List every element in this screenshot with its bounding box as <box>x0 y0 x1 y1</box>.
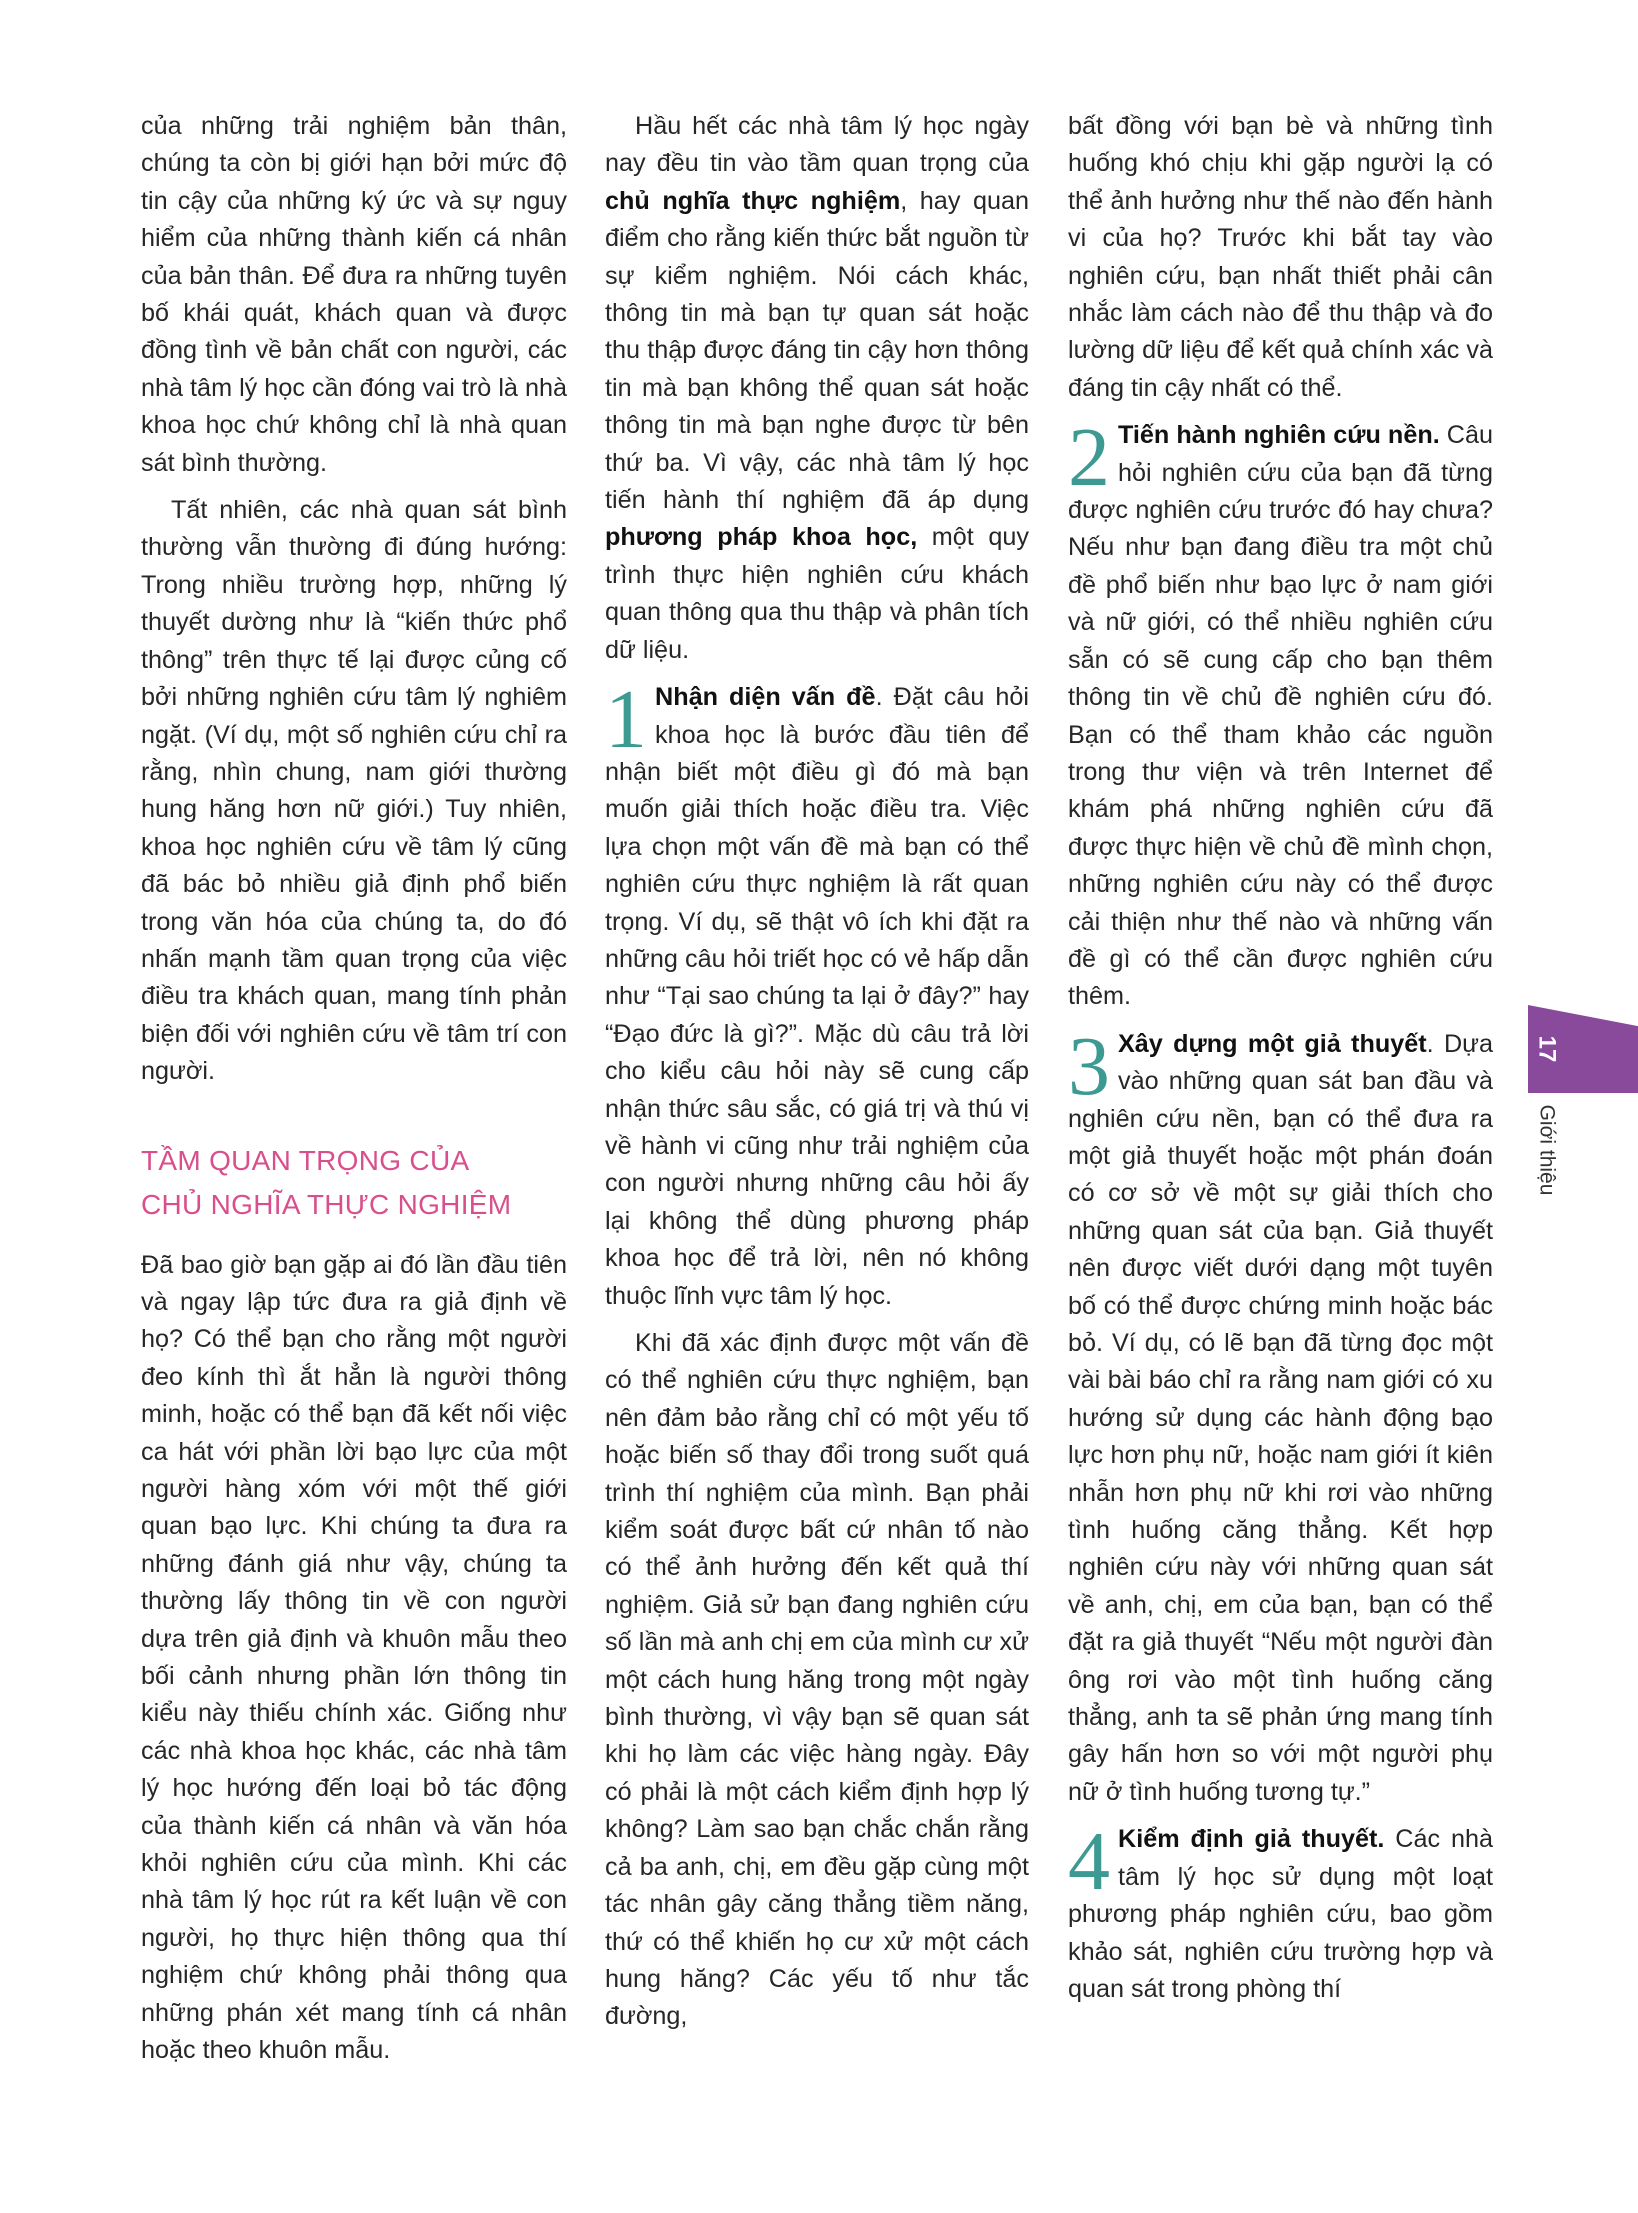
section-label <box>1528 1098 1564 1248</box>
paragraph: của những trải nghiệm bản thân, chúng ta còn bị giới hạn bởi mức độ tin cậy của những ký ức và sự nguy hiểm của những thành kiến cá nhân của bản thân. Để đưa ra những tuyên bố khái quát, khách quan và được đồng tình về bản chất con người, các nhà tâm lý học cần đóng vai trò là nhà khoa học chứ không chỉ là nhà quan sát bình thường. <box>141 112 567 477</box>
bold-term: phương pháp khoa học, <box>605 523 918 552</box>
text-run: , hay quan điểm cho rằng kiến thức bắt nguồn từ sự kiểm nghiệm. Nói cách khác, thông tin mà bạn tự quan sát hoặc thu thập được đáng tin cậy hơn thông tin mà bạn không thể quan sát hoặc thông tin mà bạn nghe được từ bên thứ ba. Vì vậy, các nhà tâm lý học tiến hành thí nghiệm đã áp dụng <box>605 186 1030 515</box>
step-3 <box>1068 1019 1494 1812</box>
step-text: Các nhà tâm lý học sử dụng một loạt phương pháp nghiên cứu, bao gồm khảo sát, nghiên cứu trường hợp và quan sát trong phòng thí <box>1068 1825 1493 2003</box>
text-run: một quy trình thực hiện nghiên cứu khách quan thông qua thu thập và phân tích dữ liệu. <box>605 523 1029 664</box>
paragraph: Đã bao giờ bạn gặp ai đó lần đầu tiên và ngay lập tức đưa ra giả định về họ? Có thể bạn cho rằng một người đeo kính thì ắt hẳn là người thông minh, hoặc có thể bạn đã kết nối việc ca hát với phần lời bạo lực của một người hàng xóm với một thế giới quan bạo lực. Khi chúng ta đưa ra những đánh giá như vậy, chúng ta thường lấy thông tin về con người dựa trên giả định và khuôn mẫu theo bối cảnh nhưng phần lớn thông tin kiểu này thiếu chính xác. Giống như các nhà khoa học khác, các nhà tâm lý học hướng đến loại bỏ tác động của thành kiến cá nhân và văn hóa khỏi nghiên cứu của mình. Khi các nhà tâm lý học rút ra kết luận về con người, họ thực hiện thông qua thí nghiệm chứ không phải thông qua những phán xét mang tính cá nhân hoặc theo khuôn mẫu. <box>141 1250 567 2065</box>
column-2 <box>605 108 1029 2046</box>
column-3 <box>1068 108 1493 2018</box>
step-title: Tiến hành nghiên cứu nền. <box>1118 421 1440 450</box>
section-label-text: Giới thiệu <box>1535 1104 1558 1196</box>
step-1 <box>605 673 1029 1315</box>
step-4 <box>1068 1815 1493 2008</box>
heading-line: TẦM QUAN TRỌNG CỦA <box>141 1144 470 1176</box>
heading-line: CHỦ NGHĨA THỰC NGHIỆM <box>141 1188 512 1220</box>
column-1 <box>141 108 567 2080</box>
step-number: 2 <box>1068 411 1110 505</box>
step-2 <box>1068 411 1493 1016</box>
paragraph: Tất nhiên, các nhà quan sát bình thường vẫn thường đi đúng hướng: Trong nhiều trường hợp, những lý thuyết dường như là “kiến thức phổ thông” trên thực tế lại được củng cố bởi những nghiên cứu tâm lý nghiêm ngặt. (Ví dụ, một số nghiên cứu chỉ ra rằng, nhìn chung, nam giới thường hung hăng hơn nữ giới.) Tuy nhiên, khoa học nghiên cứu về tâm lý cũng đã bác bỏ nhiều giả định phổ biến trong văn hóa của chúng ta, do đó nhấn mạnh tầm quan trọng của việc điều tra khách quan, mang tính phản biện đối với nghiên cứu về tâm trí con người. <box>141 496 567 1086</box>
step-number: 3 <box>1068 1019 1110 1113</box>
step-number: 1 <box>605 673 647 767</box>
page-number <box>1528 1005 1564 1093</box>
bold-term: chủ nghĩa thực nghiệm <box>605 186 901 215</box>
step-title: Xây dựng một giả thuyết <box>1118 1029 1427 1058</box>
step-text: Câu hỏi nghiên cứu của bạn đã từng được nghiên cứu trước đó hay chưa? Nếu như bạn đang điều tra một chủ đề phổ biến như bạo lực ở nam giới và nữ giới, có thể nhiều nghiên cứu sẵn có sẽ cung cấp cho bạn thêm thông tin về chủ đề nghiên cứu đó. Bạn có thể tham khảo các nguồn trong thư viện và trên Internet để khám phá những nghiên cứu đã được thực hiện về chủ đề mình chọn, những nghiên cứu này có thể được cải thiện như thế nào và những vấn đề gì có thể cần được nghiên cứu thêm. <box>1068 421 1493 1011</box>
paragraph: Khi đã xác định được một vấn đề có thể nghiên cứu thực nghiệm, bạn nên đảm bảo rằng chỉ có một yếu tố hoặc biến số thay đổi trong suốt quá trình thí nghiệm của mình. Bạn phải kiểm soát được bất cứ nhân tố nào có thể ảnh hưởng đến kết quả thí nghiệm. Giả sử bạn đang nghiên cứu số lần mà anh chị em của mình cư xử một cách hung hăng trong một ngày bình thường, vì vậy bạn sẽ quan sát khi họ làm các việc hàng ngày. Đây có phải là một cách kiểm định hợp lý không? Làm sao bạn chắc chắn rằng cả ba anh, chị, em đều gặp cùng một tác nhân gây căng thẳng tiềm năng, thứ có thể khiến họ cư xử một cách hung hăng? Các yếu tố như tắc đường, <box>605 1329 1029 2031</box>
text-run: Hầu hết các nhà tâm lý học ngày nay đều tin vào tầm quan trọng của <box>605 112 1029 178</box>
paragraph <box>605 108 1029 669</box>
step-text: . Dựa vào những quan sát ban đầu và nghiên cứu nền, bạn có thể đưa ra một giả thuyết hoặc một phán đoán có cơ sở về một sự giải thích cho những quan sát của bạn. Giả thuyết nên được viết dưới dạng một tuyên bố có thể được chứng minh hoặc bác bỏ. Ví dụ, có lẽ bạn đã từng đọc một vài bài báo chỉ ra rằng nam giới có xu hướng sử dụng các hành động bạo lực hơn phụ nữ, hoặc nam giới ít kiên nhẫn hơn phụ nữ khi rơi vào những tình huống căng thẳng. Kết hợp nghiên cứu này với những quan sát về anh, chị, em của bạn, bạn có thể đặt ra giả thuyết “Nếu một người đàn ông rơi vào một tình huống căng thẳng, anh ta sẽ phản ứng mang tính gây hấn hơn so với một người phụ nữ ở tình huống tương tự.” <box>1068 1029 1494 1806</box>
step-title: Nhận diện vấn đề <box>655 683 876 712</box>
step-title: Kiểm định giả thuyết. <box>1118 1825 1385 1854</box>
paragraph: bất đồng với bạn bè và những tình huống khó chịu khi gặp người lạ có thể ảnh hưởng như thế nào đến hành vi của họ? Trước khi bắt tay vào nghiên cứu, bạn nhất thiết phải cân nhắc làm cách nào để thu thập và đo lường dữ liệu để kết quả chính xác và đáng tin cậy nhất có thể. <box>1068 112 1493 402</box>
step-text: . Đặt câu hỏi khoa học là bước đầu tiên để nhận biết một điều gì đó mà bạn muốn giải thích hoặc điều tra. Việc lựa chọn một vấn đề mà bạn có thể nghiên cứu thực nghiệm là rất quan trọng. Ví dụ, sẽ thật vô ích khi đặt ra những câu hỏi triết học có vẻ hấp dẫn như “Tại sao chúng ta lại ở đây?” hay “Đạo đức là gì?”. Mặc dù câu trả lời cho kiểu câu hỏi này sẽ cung cấp nhận thức sâu sắc, có giá trị và thú vị về hành vi cũng như trải nghiệm của con người nhưng những câu hỏi ấy lại không thể dùng phương pháp khoa học để trả lời, nên nó không thuộc lĩnh vực tâm lý học. <box>605 683 1029 1310</box>
page-number-text: 17 <box>1532 1035 1560 1063</box>
section-heading <box>141 1139 567 1227</box>
step-number: 4 <box>1068 1815 1110 1909</box>
